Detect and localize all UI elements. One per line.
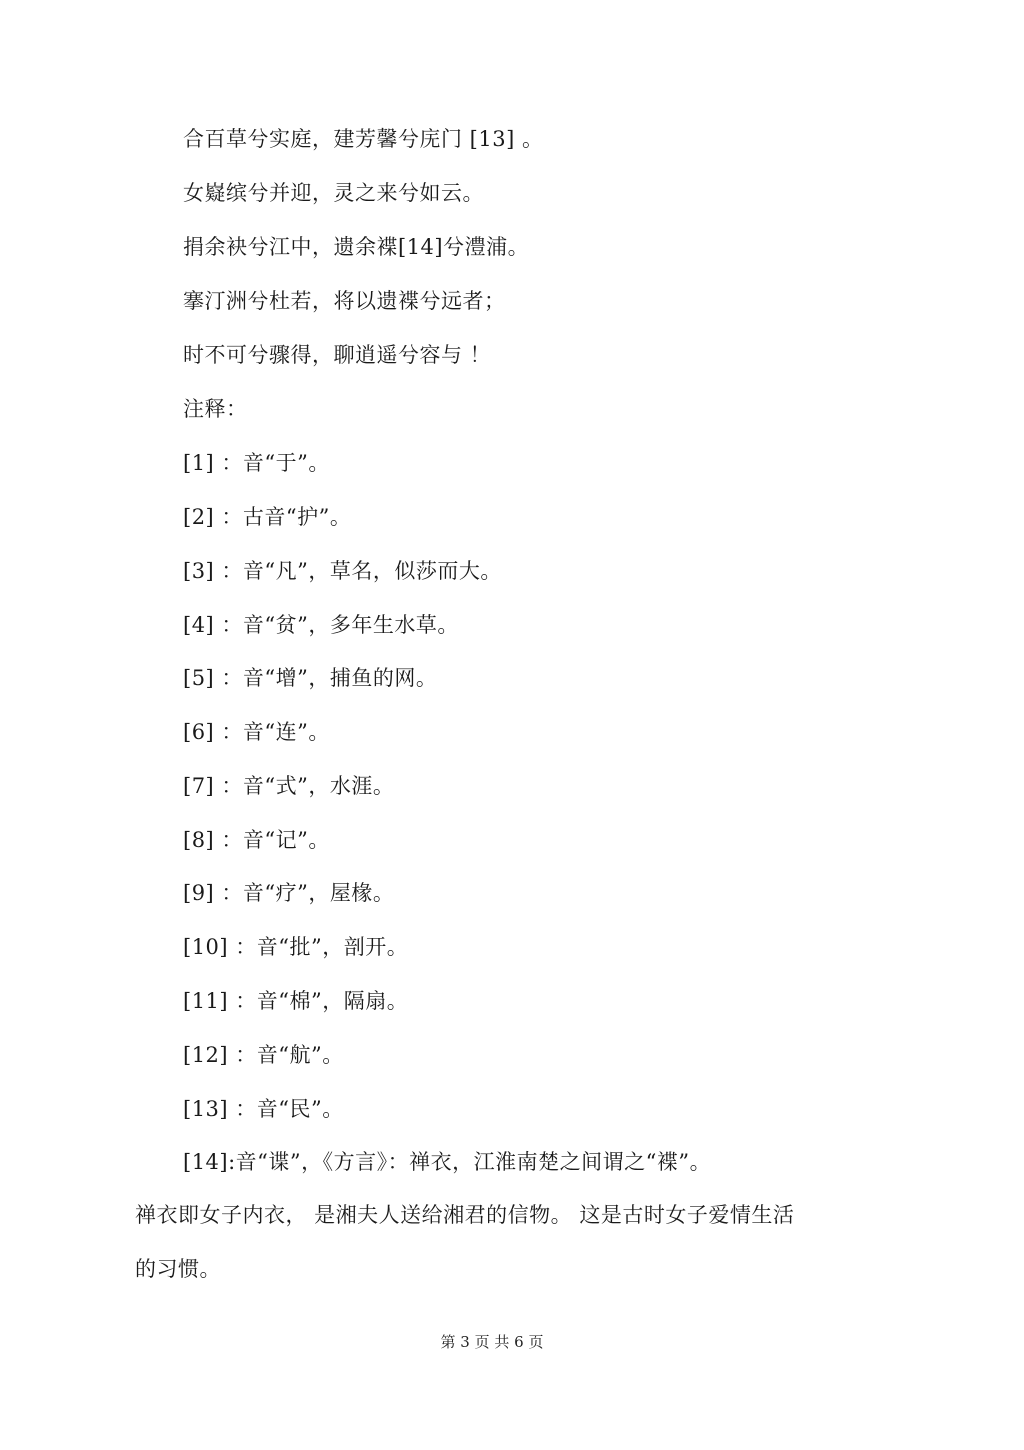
- note-item: [9] ：音“疗”，屋椽。: [183, 881, 395, 905]
- poem-line-2: 女嶷缤兮并迎，灵之来兮如云。: [183, 181, 484, 205]
- note-item: [6] ：音“连”。: [183, 720, 330, 744]
- note-item: [13] ：音“民”。: [183, 1097, 344, 1121]
- note-item: [4] ：音“贫”，多年生水草。: [183, 613, 459, 637]
- note-item: [3] ：音“凡”，草名，似莎而大。: [183, 559, 502, 583]
- note-item: [11] ：音“棉”，隔扇。: [183, 989, 409, 1013]
- note-item: [1] ：音“于”。: [183, 451, 330, 475]
- notes-heading: 注释：: [183, 397, 248, 421]
- note-item: [7] ：音“式”，水涯。: [183, 774, 395, 798]
- poem-line-4: 搴汀洲兮杜若，将以遗褋兮远者；: [183, 289, 506, 313]
- poem-line-3: 捐余袂兮江中，遗余褋[14]兮澧浦。: [183, 235, 530, 259]
- note-item: [5] ：音“增”，捕鱼的网。: [183, 666, 438, 690]
- note-item: [12] ：音“航”。: [183, 1043, 344, 1067]
- note-item: [2] ：古音“护”。: [183, 505, 352, 529]
- poem-line-5: 时不可兮骤得，聊逍遥兮容与 ！: [183, 343, 492, 367]
- note-item-last-line2: 禅衣即女子内衣， 是湘夫人送给湘君的信物。 这是古时女子爱情生活: [135, 1203, 795, 1227]
- note-item: [10] ：音“批”，剖开。: [183, 935, 409, 959]
- note-item: [8] ：音“记”。: [183, 828, 330, 852]
- page-number-footer: 第 3 页 共 6 页: [440, 1333, 544, 1351]
- note-item-last-line3: 的习惯。: [135, 1257, 221, 1281]
- poem-line-1: 合百草兮实庭，建芳馨兮庑门 [13] 。: [183, 127, 544, 151]
- note-item-last-line1: [14]:音“谍”，《方言》：禅衣，江淮南楚之间谓之“褋”。: [183, 1150, 712, 1174]
